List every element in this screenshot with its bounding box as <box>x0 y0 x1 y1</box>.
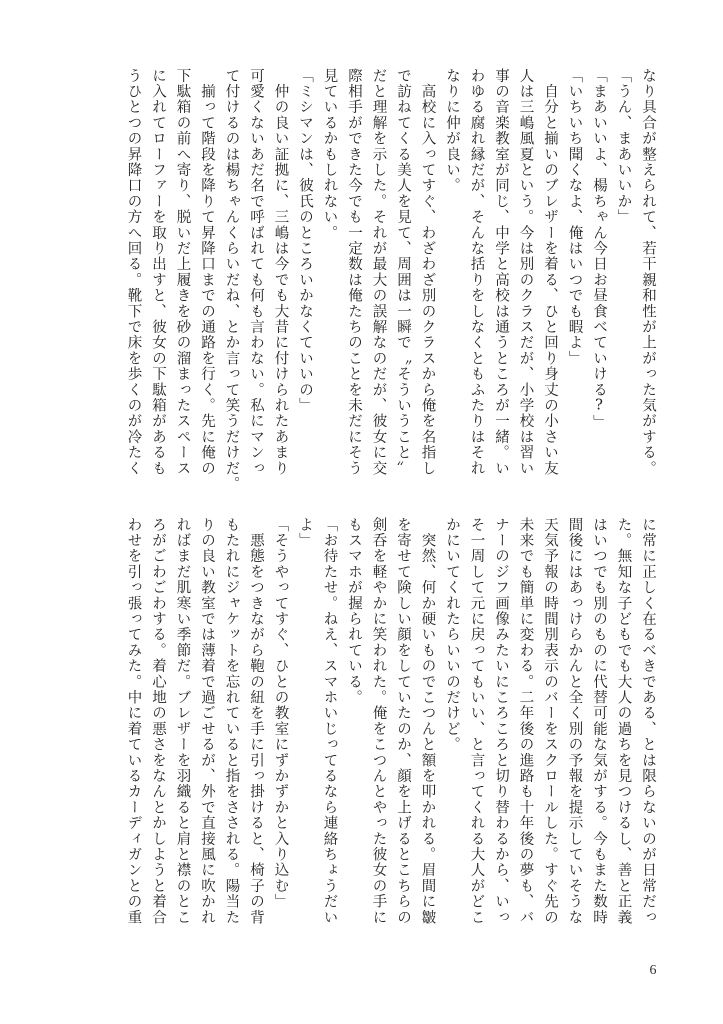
lower-text-block <box>115 517 660 957</box>
text-line: 剣呑を軽やかに笑われた。俺をこつんとやった彼女の手に <box>370 517 387 926</box>
text-line: だと理解を示した。それが最大の誤解なのだが、彼女に交 <box>370 68 387 477</box>
text-line: 下駄箱の前へ寄り、脱いだ上履きを砂の溜まったスペース <box>174 68 191 477</box>
text-line: 悪態をつきながら鞄の紐を手に引っ掛けると、椅子の背 <box>248 517 264 926</box>
text-line: よ」 <box>297 517 313 549</box>
text-line: わゆる腐れ縁だが、そんな括りをしなくともふたりはそれ <box>468 68 485 477</box>
text-line: て付けるのは楊ちゃんくらいだね、とか言って笑うだけだ。 <box>223 68 240 492</box>
text-line: 人は三嶋風夏という。今は別のクラスだが、小学校は習い <box>517 68 534 477</box>
text-line: に入れてローファーを取り出すと、彼女の下駄箱があるも <box>150 68 166 477</box>
text-line: 揃って階段を降りて昇降口までの通路を行く。先に俺の <box>199 68 215 477</box>
text-line: 未来でも簡単に変わる。二年後の進路も十年後の夢も、バ <box>517 517 534 926</box>
text-line: 間後にはあっけらかんと全く別の予報を提示していそうな <box>566 517 583 926</box>
text-line: ろがごわごわする。着心地の悪さをなんとかしようと着合 <box>150 517 166 926</box>
text-line: 可愛くないあだ名で呼ばれても何も言わない。私にマンっ <box>248 68 264 477</box>
text-line: なりに仲が良い。 <box>444 68 460 194</box>
page-number: 6 <box>649 963 657 978</box>
text-line: 突然、何か硬いものでこつんと額を叩かれる。眉間に皺 <box>419 517 436 926</box>
text-line: かにいてくれたらいいのだけど。 <box>444 517 460 753</box>
text-line: 際相手ができた今でも一定数は俺たちのことを未だにそう <box>346 68 362 477</box>
text-line: ナーのジフ画像みたいにころころと切り替わるから、いっ <box>493 517 509 926</box>
text-line: 見ているかもしれない。 <box>321 68 338 241</box>
text-line: た。無知な子どもでも大人の過ちを見つけるし、善と正義 <box>615 517 632 926</box>
text-line: ればまだ肌寒い季節だ。ブレザーを羽織ると肩と襟のとこ <box>174 517 191 926</box>
text-line: もたれにジャケットを忘れていると指をさされる。陽当た <box>223 517 240 926</box>
text-line: 「まあいいよ、楊ちゃん今日お昼食べていける?」 <box>591 68 607 431</box>
text-line: りの良い教室では薄着で過ごせるが、外で直接風に吹かれ <box>199 517 215 926</box>
text-line: 事の音楽教室が同じ、中学と高校は通うところが一緒。い <box>493 68 509 477</box>
text-line: 「お待たせ。ねえ、スマホいじってるなら連絡ちょうだい <box>321 517 338 926</box>
text-line: 「いちいち聞くなよ、俺はいつでも暇よ」 <box>566 68 583 367</box>
text-line: を寄せて険しい顔をしていたのか、顔を上げるとこちらの <box>395 517 411 926</box>
text-line: わせを引っ張ってみた。中に着ているカーディガンとの重 <box>125 517 142 926</box>
text-line: 仲の良い証拠に、三嶋は今でも大昔に付けられたあまり <box>272 68 289 477</box>
text-line: 「うん、まあいいか」 <box>615 68 632 225</box>
text-line: 天気予報の時間別表示のバーをスクロールした。すぐ先の <box>542 517 558 926</box>
text-line: うひとつの昇降口の方へ回る。靴下で床を歩くのが冷たく <box>125 68 142 477</box>
text-line: 自分と揃いのブレザーを着る、ひと回り身丈の小さい友 <box>542 68 558 477</box>
text-line: そ一周して元に戻ってもいい、と言ってくれる大人がどこ <box>468 517 485 926</box>
text-line: で訪ねてくる美人を見て、周囲は一瞬で〝そういうこと〟 <box>395 68 411 477</box>
text-line: はいつでも別のものに代替可能な気がする。今もまた数時 <box>591 517 607 926</box>
text-line: もスマホが握られている。 <box>346 517 362 706</box>
text-line: 「そうやってすぐ、ひとの教室にずかずかと入り込む」 <box>272 517 289 910</box>
upper-text-block <box>115 68 660 508</box>
text-line: なり具合が整えられて、若干親和性が上がった気がする。 <box>640 68 656 477</box>
text-line: に常に正しく在るべきである、とは限らないのが日常だっ <box>640 517 656 926</box>
text-line: 高校に入ってすぐ、わざわざ別のクラスから俺を名指し <box>419 68 436 477</box>
text-line: 「ミシマンは、彼氏のところいかなくていいの」 <box>297 68 313 414</box>
